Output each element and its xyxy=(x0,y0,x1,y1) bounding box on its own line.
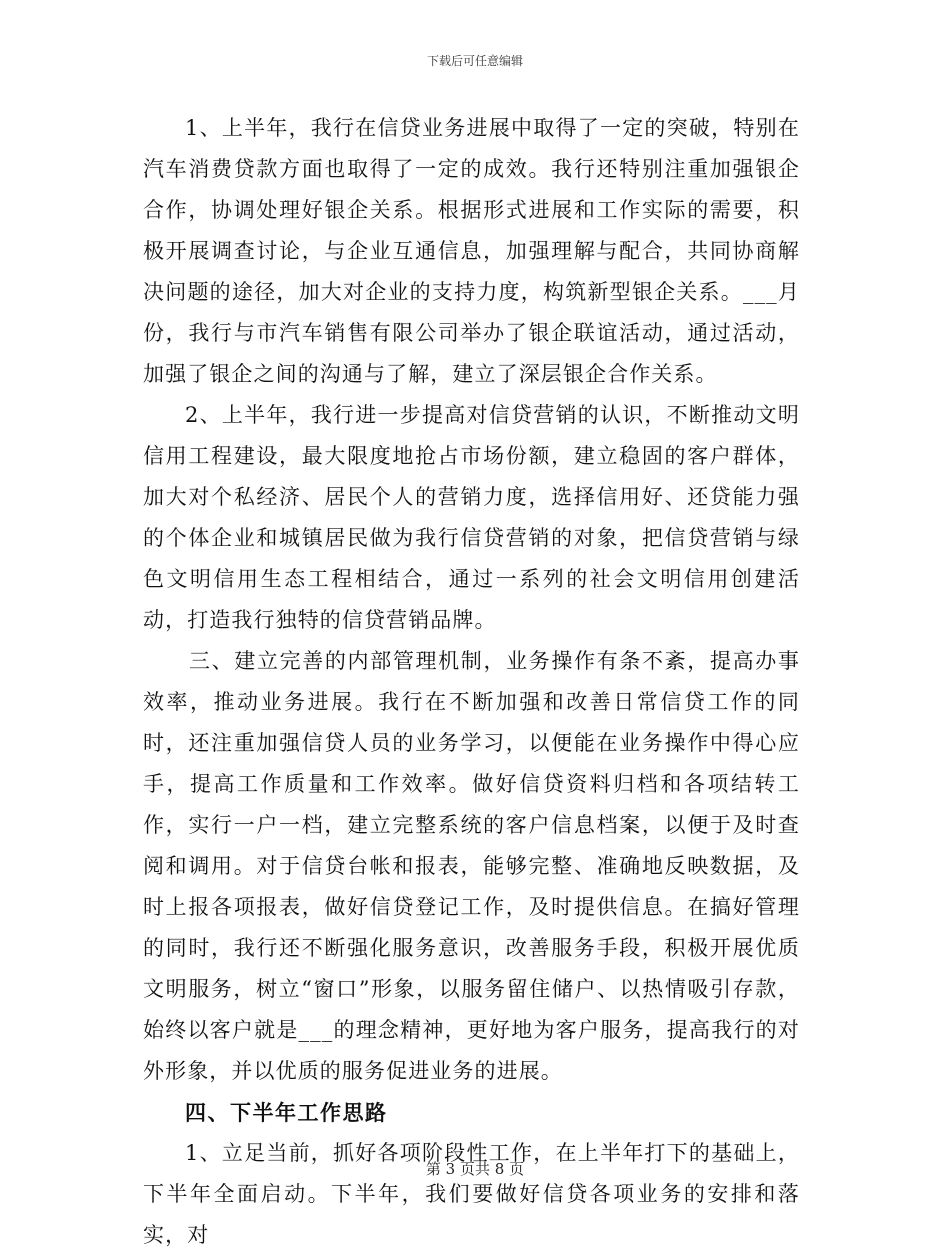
paragraph-credit-marketing: 2、上半年，我行进一步提高对信贷营销的认识，不断推动文明信用工程建设，最大限度地抢占市场份额，建立稳固的客户群体，加大对个私经济、居民个人的营销力度，选择信用好、还贷能力强的个体企业和城镇居民做为我行信贷营销的对象，把信贷营销与绿色文明信用生态工程相结合，通过一系列的社会文明信用创建活动，打造我行独特的信贷营销品牌。 xyxy=(143,403,800,632)
paragraph-second-half-start: 1、立足当前，抓好各项阶段性工作，在上半年打下的基础上，下半年全面启动。下半年，我们要做好信贷各项业务的安排和落实，对 xyxy=(143,1141,800,1247)
paragraph-car-loans: 1、上半年，我行在信贷业务进展中取得了一定的突破，特别在汽车消费贷款方面也取得了一定的成效。我行还特别注重加强银企合作，协调处理好银企关系。根据形式进展和工作实际的需要，积极开展调查讨论，与企业互通信息，加强理解与配合，共同协商解决问题的途径，加大对企业的支持力度，构筑新型银企关系。___月份，我行与市汽车销售有限公司举办了银企联谊活动，通过活动，加强了银企之间的沟通与了解，建立了深层银企合作关系。 xyxy=(143,116,800,386)
document-body xyxy=(143,108,800,1256)
page-header: 下载后可任意编辑 xyxy=(426,54,523,68)
page-number-footer: 第 3 页共 8 页 xyxy=(425,1160,525,1178)
paragraph-internal-management: 三、建立完善的内部管理机制，业务操作有条不紊，提高办事效率，推动业务进展。我行在不断加强和改善日常信贷工作的同时，还注重加强信贷人员的业务学习，以便能在业务操作中得心应手，提高工作质量和工作效率。做好信贷资料归档和各项结转工作，实行一户一档，建立完整系统的客户信息档案，以便于及时查阅和调用。对于信贷台帐和报表，能够完整、准确地反映数据，及时上报各项报表，做好信贷登记工作，及时提供信息。在搞好管理的同时，我行还不断强化服务意识，改善服务手段，积极开展优质文明服务，树立“窗口”形象，以服务留住储户、以热情吸引存款，始终以客户就是___的理念精神，更好地为客户服务，提高我行的对外形象，并以优质的服务促进业务的进展。 xyxy=(143,649,800,1083)
section-heading-second-half-plan: 四、下半年工作思路 xyxy=(185,1100,388,1125)
